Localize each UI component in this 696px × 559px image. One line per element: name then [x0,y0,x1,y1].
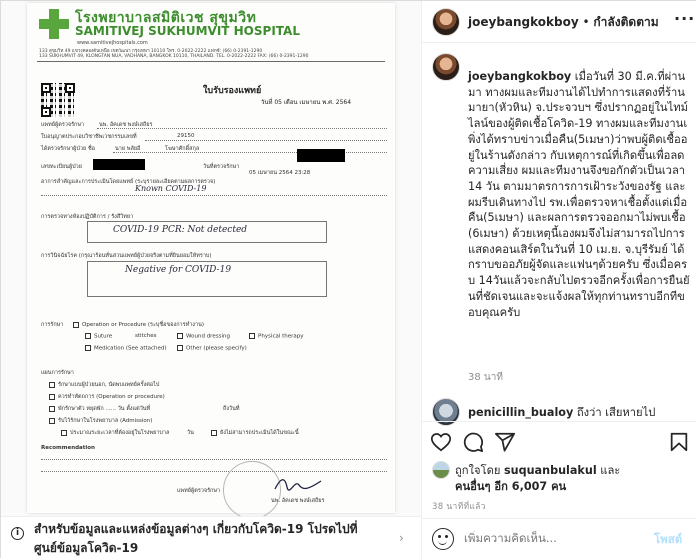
patient-prefix: นาย พลัยอี [115,146,141,152]
hospital-address-th: 133 สุขุมวิท 49 แขวงคลองตันเหนือ เขตวัฒนา กรุงเทพฯ 10110 โทร. 0-2022-2222 แฟกซ์: (66) 0-2391-1290 [39,49,263,54]
opt-medication: Medication (See attached) [94,345,167,352]
heart-icon[interactable] [430,431,452,453]
caption-author-avatar[interactable] [432,53,460,81]
opt-wound: Wound dressing [186,333,230,340]
checkbox [85,345,91,351]
to-date-label: ถึงวันที่ [223,406,240,412]
certificate-date: วันที่ 05 เดือน เมษายน พ.ศ. 2564 [261,99,352,106]
field-patient-label: ได้ตรวจรักษาผู้ป่วย ชื่อ [41,146,95,152]
field-visit-date-label: วันที่ตรวจรักษา [203,164,240,170]
field-treatment-label: การรักษา [41,322,64,328]
exam-handwriting: COVID-19 PCR: Not detected [113,225,248,235]
advice-6: ยังไม่สามารถประเมินได้ในขณะนี้ [220,430,299,436]
field-doctor-label: แพทย์ผู้ตรวจรักษา [41,122,85,128]
hospital-logo-cross-icon [39,9,69,39]
liked-and: และ [596,464,621,477]
field-reason-label: อาการสำคัญและการประเมินโดยแพทย์ (ระบุรายละเอียดตามผลการตรวจ) [41,179,216,185]
comment-text: ถึงว่า เสียหายไป [573,406,656,419]
author-avatar[interactable] [432,8,460,36]
caption-username[interactable]: joeybangkokboy [468,70,572,83]
comment-username[interactable]: penicillin_bualoy [468,406,574,419]
likes-summary [455,463,695,495]
signature-name: นพ. อัคเดช พงษ์เสถียร [271,498,325,504]
advice-1: รักษาแบบผู้ป่วยนอก, นัดพบแพทย์ครั้งต่อไป [58,382,160,388]
redaction-bar [297,149,345,162]
info-icon: i [11,527,24,540]
comment-icon[interactable] [462,431,484,453]
share-icon[interactable] [494,431,516,453]
author-username[interactable]: joeybangkokboy [468,15,579,29]
checkbox [49,406,55,412]
advice-5: ประมาณระยะเวลาที่ต้องอยู่ในโรงพยาบาล [70,430,170,436]
header-separator: • [578,15,594,29]
medical-certificate [27,3,395,513]
advice-days: วัน [187,430,194,436]
post-header [422,1,696,43]
comment-item [468,403,690,421]
caption-text: เมื่อวันที่ 30 มี.ค.ที่ผ่านมา ทางผมและทีมงานได้ไปทำการแสดงที่ร้านมายา(หัวหิน) จ.ประจวบฯ ซึ่งปรากฏอยู่ในไทม์ไลน์ของผู้ติดเชื้อโควิด-19 ทางผมและทีมงานเพิ่งได้ทราบข่าวเมื่อคืน(5เมษา)ว่าพบผู้ติดเชื้ออยู่ในร้านดังกล่าว กับเหตุการณ์ที่เกิดขึ้นเพื่อลดความเสี่ยง ผมและทีมงานจึงขอกักตัวเป็นเวลา 14 วัน ตามมาตรการการเฝ้าระวังของรัฐ และผมรีบเดินทางไป รพ.เพื่อตรวจหาเชื้อตั้งแต่เมื่อคืน(5เมษา) และผลการตรวจออกมาไม่พบเชื้อ(6เมษา) ด้วยเหตุนี้เองผมจึงไม่สามารถไปการแสดงคอนเสิร์ตในวันที่ 10 เม.ย. จ.บุรีรัมย์ ได้ กราบขออภัยผู้จัดและแฟนๆด้วยครับ ซึ่งเมื่อครบ 14วันแล้วจะกลับไปตรวจอีกครั้งเพื่อการยืนยันที่ชัดเจนและจะแจ้งผลให้ทุกท่านทราบอีกทีขอบคุณครับ [468,70,690,319]
following-button[interactable]: กำลังติดตาม [593,15,659,29]
advice-2: ควรทำหัตถการ (Operation or procedure) [58,394,165,400]
header-divider [37,61,385,62]
redaction-bar [93,159,145,170]
caption-timestamp[interactable]: 38 นาที [468,372,503,383]
comment-input[interactable] [464,531,644,545]
checkbox [85,333,91,339]
field-license-label: ใบอนุญาตประกอบวิชาชีพเวชกรรมเลขที่ [41,134,137,140]
opt-stitches: stitches [135,333,157,339]
checkbox [249,333,255,339]
covid-info-text: สำหรับข้อมูลและแหล่งข้อมูลต่างๆ เกี่ยวกับโควิด-19 โปรดไปที่ศูนย์ข้อมูลโควิด-19 [34,522,358,555]
hospital-name-th: โรงพยาบาลสมิติเวช สุขุมวิท [75,10,257,26]
field-diagnosis-label: การวินิจฉัยโรค (กรุณาร้อนทั่นสวนแพทย์ผู้ป่วยจริงตามที่ยินยอมให้ทราบ) [41,253,212,259]
comment-composer [422,518,696,559]
field-recommendation-label: Recommendation [41,445,95,451]
emoji-icon[interactable] [432,528,454,550]
liked-others[interactable]: คนอื่นๆ อีก 6,007 คน [455,480,567,493]
liked-prefix: ถูกใจโดย [455,464,504,477]
field-hn-label: เลขทะเบียนผู้ป่วย [41,164,82,170]
hospital-address-en: 133 SUKHUMVIT 49, KLONGTAN NUA, VADHANA, BANGKOK 10110, THAILAND. TEL. 0-2022-2222 FAX: (66) 0-2391-1290 [39,54,309,59]
post-side-panel [421,1,696,559]
chevron-right-icon: › [399,531,404,545]
field-exam-label: การตรวจทางห้องปฏิบัติการ / รังสีวิทยา [41,214,134,220]
post-timestamp[interactable]: 38 นาทีที่แล้ว [432,502,486,512]
hospital-name-en: SAMITIVEJ SUKHUMVIT HOSPITAL [75,24,300,38]
advice-3: พักรักษาตัว หยุดพัก ...... วัน ตั้งแต่วันที่ [58,406,151,412]
checkbox [49,382,55,388]
covid-info-banner[interactable] [1,516,421,559]
certificate-title: ใบรับรองแพทย์ [203,86,262,96]
diagnosis-handwriting: Negative for COVID-19 [125,265,232,275]
doctor-name: นพ. อัคเดช พงษ์เสถียร [99,122,153,128]
patient-surname: โฆษาศักดิ์สกุล [165,146,200,152]
opt-operation: Operation or Procedure (ระบุชื่อของการทำงาน) [82,322,204,328]
checkbox [49,394,55,400]
post-comment-button[interactable]: โพสต์ [654,532,683,546]
opt-suture: Suture [94,333,113,340]
reason-handwriting: Known COVID-19 [135,184,207,193]
action-bar [422,425,696,459]
checkbox [177,333,183,339]
hospital-website: www.samitivejhospitals.com [77,40,148,46]
post-caption [468,69,690,320]
checkbox [61,430,67,436]
visit-date: 05 เมษายน 2564 23:28 [249,170,311,176]
opt-other: Other (please specify) [186,345,247,352]
opt-physical: Physical therapy [258,333,304,340]
checkbox [49,418,55,424]
more-options-icon[interactable]: ··· [674,9,696,28]
doctor-signature-icon [273,475,323,493]
checkbox [73,322,79,328]
checkbox [211,430,217,436]
post-photo[interactable] [1,1,421,516]
actions-divider [422,421,696,422]
license-number: 29150 [177,133,195,139]
liked-username[interactable]: suquanbulakul [503,464,597,477]
advice-4: รับไว้รักษาในโรงพยาบาล (Admission) [58,418,153,424]
field-advice-label: แผนการรักษา [41,370,74,376]
liker-avatar[interactable] [432,461,450,479]
bookmark-icon[interactable] [668,431,690,453]
checkbox [177,345,183,351]
field-signature-label: แพทย์ผู้ตรวจรักษา [177,488,221,494]
